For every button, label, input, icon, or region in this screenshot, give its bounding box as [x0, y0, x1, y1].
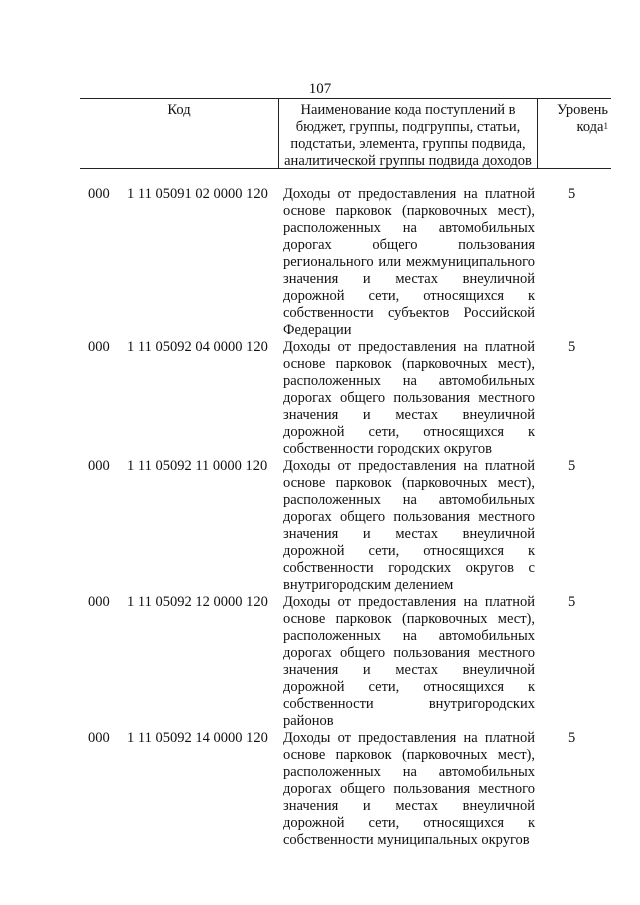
- header-name: Наименование кода поступлений в бюджет, группы, подгруппы, статьи, подстатьи, элемента, группы подвида, аналитической группы подвида доходов: [284, 102, 532, 169]
- row-level: 5: [568, 730, 576, 746]
- row-description: Доходы от предоставления на платной основе парковок (парковочных мест), расположенных на автомобильных дорогах общего пользования местного значения и местах внеуличной дорожной сети, относящихся к собственности городских округов с внутригородским делением: [283, 458, 535, 593]
- header-code: Код: [167, 102, 191, 118]
- row-code: 1 11 05092 04 0000 120: [127, 339, 268, 355]
- row-level: 5: [568, 186, 576, 202]
- table-body: [0, 186, 640, 849]
- row-code: 1 11 05092 11 0000 120: [127, 458, 268, 474]
- row-prefix: 000: [88, 339, 110, 355]
- table-row: [0, 339, 640, 458]
- header-level-label: Уровень кода: [556, 102, 608, 135]
- row-description: Доходы от предоставления на платной основе парковок (парковочных мест), расположенных на автомобильных дорогах общего пользования местного значения и местах внеуличной дорожной сети, относящихся к собственности муниципальных округов: [283, 730, 535, 848]
- row-prefix: 000: [88, 730, 110, 746]
- table-row: [0, 186, 640, 339]
- table-row: [0, 458, 640, 594]
- row-description: Доходы от предоставления на платной основе парковок (парковочных мест), расположенных на автомобильных дорогах общего пользования местного значения и местах внеуличной дорожной сети, относящихся к собственности городских округов: [283, 339, 535, 457]
- row-prefix: 000: [88, 186, 110, 202]
- row-code: 1 11 05092 12 0000 120: [127, 594, 268, 610]
- header-level-footnote: 1: [603, 121, 608, 131]
- row-prefix: 000: [88, 458, 110, 474]
- row-description: Доходы от предоставления на платной основе парковок (парковочных мест), расположенных на автомобильных дорогах общего пользования регионального или межмуниципального значения и местах внеуличной дорожной сети, относящихся к собственности субъектов Российской Федерации: [283, 186, 535, 338]
- table-row: [0, 594, 640, 730]
- table-header: [80, 98, 611, 169]
- row-prefix: 000: [88, 594, 110, 610]
- row-level: 5: [568, 594, 576, 610]
- row-level: 5: [568, 458, 576, 474]
- row-description: Доходы от предоставления на платной основе парковок (парковочных мест), расположенных на автомобильных дорогах общего пользования местного значения и местах внеуличной дорожной сети, относящихся к собственности внутригородских районов: [283, 594, 535, 729]
- table-row: [0, 730, 640, 849]
- row-code: 1 11 05091 02 0000 120: [127, 186, 268, 202]
- row-level: 5: [568, 339, 576, 355]
- header-level: [538, 99, 610, 168]
- page-number: 107: [308, 81, 332, 97]
- row-code: 1 11 05092 14 0000 120: [127, 730, 268, 746]
